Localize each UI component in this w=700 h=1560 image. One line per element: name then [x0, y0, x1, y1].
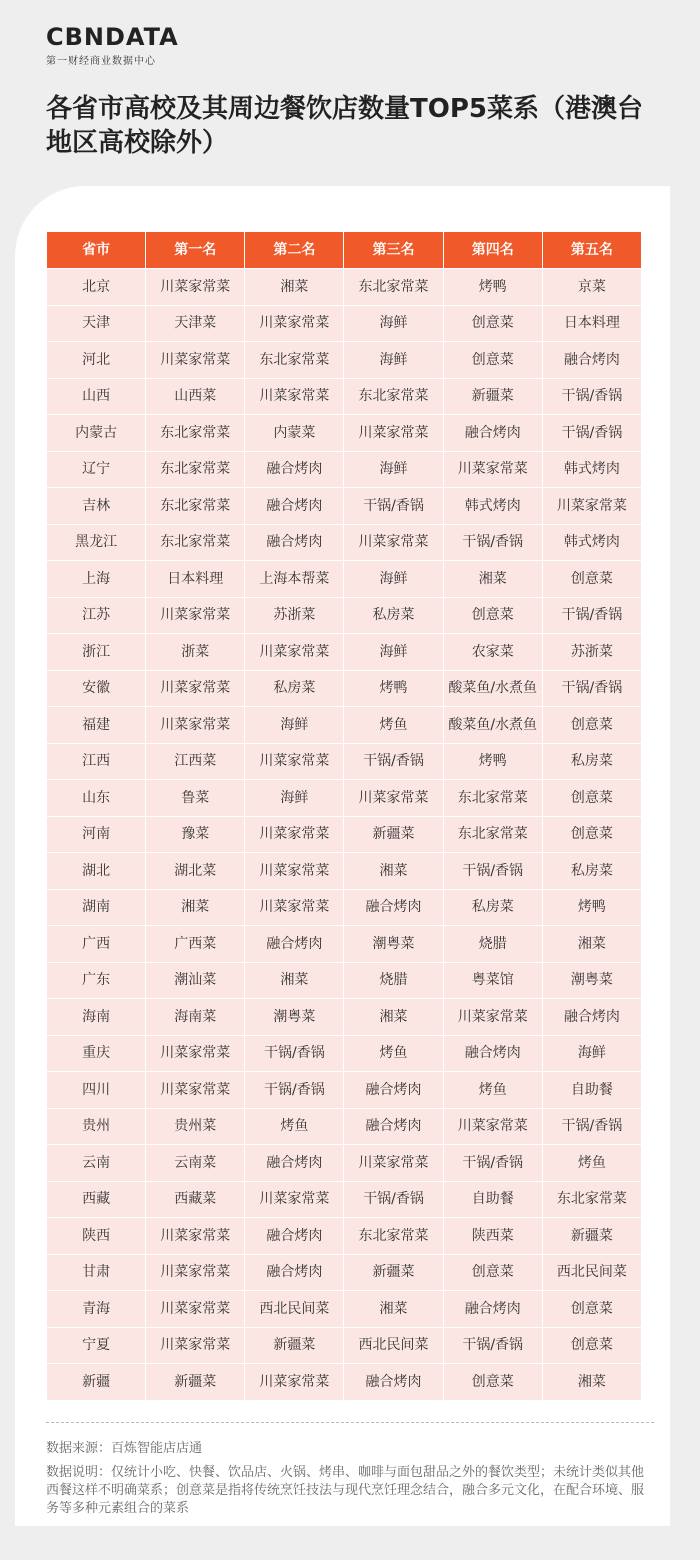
cuisine-cell: 自助餐: [443, 1181, 542, 1218]
cuisine-cell: 融合烤肉: [344, 889, 443, 926]
province-cell: 吉林: [47, 488, 146, 525]
cuisine-cell: 融合烤肉: [245, 1254, 344, 1291]
cuisine-cell: 东北家常菜: [146, 415, 245, 452]
cuisine-cell: 干锅/香锅: [542, 415, 641, 452]
table-row: [47, 1035, 642, 1072]
cuisine-cell: 融合烤肉: [344, 1072, 443, 1109]
cuisine-cell: 东北家常菜: [443, 816, 542, 853]
cuisine-cell: 干锅/香锅: [542, 597, 641, 634]
column-header: 第二名: [245, 232, 344, 269]
cuisine-cell: 东北家常菜: [146, 451, 245, 488]
cuisine-cell: 海鲜: [344, 305, 443, 342]
cuisine-cell: 海鲜: [344, 634, 443, 671]
cuisine-cell: 融合烤肉: [245, 1145, 344, 1182]
cuisine-cell: 烤鱼: [245, 1108, 344, 1145]
cuisine-cell: 烤鸭: [542, 889, 641, 926]
cuisine-cell: 川菜家常菜: [344, 780, 443, 817]
cuisine-cell: 湘菜: [146, 889, 245, 926]
cuisine-cell: 东北家常菜: [146, 524, 245, 561]
cuisine-cell: 烤鸭: [443, 743, 542, 780]
cuisine-cell: 川菜家常菜: [443, 451, 542, 488]
table-row: [47, 597, 642, 634]
cuisine-cell: 干锅/香锅: [443, 524, 542, 561]
cuisine-cell: 天津菜: [146, 305, 245, 342]
province-cell: 四川: [47, 1072, 146, 1109]
table-row: [47, 305, 642, 342]
cuisine-cell: 创意菜: [443, 597, 542, 634]
cuisine-cell: 海鲜: [344, 342, 443, 379]
cuisine-cell: 海鲜: [245, 707, 344, 744]
cuisine-cell: 西北民间菜: [344, 1327, 443, 1364]
cuisine-cell: 川菜家常菜: [245, 853, 344, 890]
cuisine-cell: 苏浙菜: [245, 597, 344, 634]
cuisine-cell: 干锅/香锅: [542, 378, 641, 415]
cuisine-cell: 融合烤肉: [245, 488, 344, 525]
cuisine-cell: 川菜家常菜: [245, 889, 344, 926]
cuisine-cell: 西藏菜: [146, 1181, 245, 1218]
cuisine-cell: 东北家常菜: [245, 342, 344, 379]
cuisine-cell: 湘菜: [344, 1291, 443, 1328]
table-row: [47, 926, 642, 963]
cuisine-cell: 韩式烤肉: [542, 524, 641, 561]
cuisine-cell: 农家菜: [443, 634, 542, 671]
table-row: [47, 889, 642, 926]
province-cell: 江西: [47, 743, 146, 780]
table-row: [47, 853, 642, 890]
cuisine-cell: 川菜家常菜: [146, 1327, 245, 1364]
cuisine-table: [46, 231, 642, 1401]
column-header: 第三名: [344, 232, 443, 269]
cuisine-cell: 湘菜: [344, 853, 443, 890]
table-row: [47, 451, 642, 488]
province-cell: 辽宁: [47, 451, 146, 488]
province-cell: 广西: [47, 926, 146, 963]
province-cell: 西藏: [47, 1181, 146, 1218]
province-cell: 贵州: [47, 1108, 146, 1145]
province-cell: 湖北: [47, 853, 146, 890]
cuisine-cell: 川菜家常菜: [146, 1072, 245, 1109]
cuisine-cell: 干锅/香锅: [542, 1108, 641, 1145]
cuisine-cell: 川菜家常菜: [344, 1145, 443, 1182]
province-cell: 重庆: [47, 1035, 146, 1072]
cuisine-cell: 川菜家常菜: [146, 269, 245, 306]
table-row: [47, 962, 642, 999]
table-row: [47, 1181, 642, 1218]
cuisine-cell: 私房菜: [542, 853, 641, 890]
cuisine-cell: 川菜家常菜: [146, 597, 245, 634]
cuisine-cell: 融合烤肉: [443, 1291, 542, 1328]
cuisine-cell: 干锅/香锅: [443, 1327, 542, 1364]
table-row: [47, 707, 642, 744]
page-title: 各省市高校及其周边餐饮店数量TOP5菜系（港澳台地区高校除外）: [46, 94, 643, 158]
table-row: [47, 670, 642, 707]
table-row: [47, 561, 642, 598]
cuisine-cell: 内蒙菜: [245, 415, 344, 452]
cuisine-cell: 新疆菜: [146, 1364, 245, 1401]
table-row: [47, 1291, 642, 1328]
cuisine-cell: 烤鱼: [542, 1145, 641, 1182]
province-cell: 浙江: [47, 634, 146, 671]
cuisine-cell: 上海本帮菜: [245, 561, 344, 598]
table-row: [47, 415, 642, 452]
cuisine-cell: 川菜家常菜: [344, 415, 443, 452]
cuisine-cell: 东北家常菜: [443, 780, 542, 817]
cuisine-cell: 贵州菜: [146, 1108, 245, 1145]
province-cell: 福建: [47, 707, 146, 744]
cuisine-cell: 广西菜: [146, 926, 245, 963]
cuisine-cell: 川菜家常菜: [245, 378, 344, 415]
cuisine-cell: 川菜家常菜: [245, 816, 344, 853]
data-source: 数据来源：百炼智能店店通: [46, 1441, 203, 1456]
cuisine-cell: 江西菜: [146, 743, 245, 780]
cuisine-cell: 新疆菜: [542, 1218, 641, 1255]
cuisine-cell: 干锅/香锅: [245, 1072, 344, 1109]
cuisine-cell: 烧腊: [344, 962, 443, 999]
cuisine-cell: 潮粤菜: [542, 962, 641, 999]
logo-text: CBNDATA: [46, 23, 179, 51]
cuisine-cell: 湘菜: [245, 962, 344, 999]
cuisine-cell: 新疆菜: [344, 1254, 443, 1291]
province-cell: 广东: [47, 962, 146, 999]
cuisine-cell: 创意菜: [443, 342, 542, 379]
cuisine-cell: 融合烤肉: [443, 415, 542, 452]
cuisine-cell: 川菜家常菜: [146, 1218, 245, 1255]
province-cell: 山西: [47, 378, 146, 415]
cuisine-cell: 鲁菜: [146, 780, 245, 817]
cuisine-cell: 烤鱼: [443, 1072, 542, 1109]
cuisine-cell: 日本料理: [146, 561, 245, 598]
cuisine-cell: 川菜家常菜: [245, 634, 344, 671]
cuisine-cell: 海鲜: [344, 561, 443, 598]
cuisine-cell: 融合烤肉: [542, 342, 641, 379]
cuisine-cell: 湘菜: [245, 269, 344, 306]
cuisine-cell: 川菜家常菜: [146, 1035, 245, 1072]
logo-subtitle: 第一财经商业数据中心: [46, 56, 156, 67]
table-row: [47, 1364, 642, 1401]
cuisine-cell: 融合烤肉: [245, 926, 344, 963]
cuisine-cell: 私房菜: [245, 670, 344, 707]
cuisine-cell: 烤鸭: [443, 269, 542, 306]
table-row: [47, 780, 642, 817]
cuisine-cell: 烤鱼: [344, 1035, 443, 1072]
cuisine-cell: 融合烤肉: [542, 999, 641, 1036]
province-cell: 湖南: [47, 889, 146, 926]
cuisine-cell: 新疆菜: [443, 378, 542, 415]
cuisine-cell: 川菜家常菜: [146, 342, 245, 379]
cuisine-cell: 海南菜: [146, 999, 245, 1036]
cuisine-cell: 川菜家常菜: [542, 488, 641, 525]
province-cell: 甘肃: [47, 1254, 146, 1291]
cuisine-cell: 西北民间菜: [542, 1254, 641, 1291]
cuisine-cell: 海鲜: [542, 1035, 641, 1072]
province-cell: 河北: [47, 342, 146, 379]
table-header-row: [47, 232, 642, 269]
cuisine-cell: 川菜家常菜: [443, 1108, 542, 1145]
cuisine-cell: 烧腊: [443, 926, 542, 963]
table-row: [47, 634, 642, 671]
cuisine-cell: 浙菜: [146, 634, 245, 671]
cuisine-cell: 东北家常菜: [542, 1181, 641, 1218]
table-row: [47, 488, 642, 525]
table-row: [47, 1108, 642, 1145]
cuisine-cell: 湘菜: [344, 999, 443, 1036]
cuisine-cell: 创意菜: [542, 707, 641, 744]
table-row: [47, 1072, 642, 1109]
province-cell: 青海: [47, 1291, 146, 1328]
cuisine-cell: 干锅/香锅: [344, 743, 443, 780]
province-cell: 山东: [47, 780, 146, 817]
table-row: [47, 743, 642, 780]
cuisine-cell: 潮汕菜: [146, 962, 245, 999]
table-row: [47, 269, 642, 306]
cuisine-cell: 干锅/香锅: [443, 1145, 542, 1182]
cuisine-cell: 东北家常菜: [344, 378, 443, 415]
cuisine-cell: 创意菜: [542, 1327, 641, 1364]
cuisine-cell: 融合烤肉: [344, 1364, 443, 1401]
cuisine-cell: 东北家常菜: [146, 488, 245, 525]
cuisine-cell: 酸菜鱼/水煮鱼: [443, 670, 542, 707]
table-row: [47, 999, 642, 1036]
cuisine-cell: 韩式烤肉: [542, 451, 641, 488]
cuisine-cell: 川菜家常菜: [443, 999, 542, 1036]
cuisine-cell: 新疆菜: [245, 1327, 344, 1364]
cuisine-cell: 潮粤菜: [344, 926, 443, 963]
table-row: [47, 1327, 642, 1364]
cuisine-cell: 川菜家常菜: [146, 707, 245, 744]
province-cell: 内蒙古: [47, 415, 146, 452]
cuisine-cell: 日本料理: [542, 305, 641, 342]
province-cell: 安徽: [47, 670, 146, 707]
cuisine-cell: 京菜: [542, 269, 641, 306]
table-row: [47, 816, 642, 853]
cuisine-cell: 自助餐: [542, 1072, 641, 1109]
province-cell: 河南: [47, 816, 146, 853]
cuisine-cell: 创意菜: [542, 561, 641, 598]
cuisine-cell: 川菜家常菜: [344, 524, 443, 561]
cuisine-cell: 干锅/香锅: [344, 1181, 443, 1218]
cuisine-cell: 苏浙菜: [542, 634, 641, 671]
cuisine-cell: 融合烤肉: [245, 524, 344, 561]
cuisine-cell: 陕西菜: [443, 1218, 542, 1255]
cuisine-cell: 私房菜: [542, 743, 641, 780]
cuisine-cell: 云南菜: [146, 1145, 245, 1182]
cuisine-cell: 川菜家常菜: [146, 1291, 245, 1328]
cuisine-cell: 韩式烤肉: [443, 488, 542, 525]
table-row: [47, 1145, 642, 1182]
province-cell: 云南: [47, 1145, 146, 1182]
cuisine-cell: 海鲜: [344, 451, 443, 488]
cuisine-cell: 创意菜: [542, 780, 641, 817]
cuisine-cell: 山西菜: [146, 378, 245, 415]
cuisine-cell: 干锅/香锅: [344, 488, 443, 525]
province-cell: 北京: [47, 269, 146, 306]
column-header: 第一名: [146, 232, 245, 269]
cuisine-cell: 川菜家常菜: [146, 670, 245, 707]
cuisine-cell: 川菜家常菜: [146, 1254, 245, 1291]
cuisine-cell: 东北家常菜: [344, 1218, 443, 1255]
province-cell: 江苏: [47, 597, 146, 634]
table-row: [47, 1218, 642, 1255]
column-header: 省市: [47, 232, 146, 269]
table-row: [47, 378, 642, 415]
cuisine-cell: 融合烤肉: [245, 451, 344, 488]
column-header: 第五名: [542, 232, 641, 269]
cuisine-cell: 湘菜: [542, 1364, 641, 1401]
cuisine-cell: 融合烤肉: [245, 1218, 344, 1255]
cuisine-cell: 川菜家常菜: [245, 305, 344, 342]
table-body: [47, 269, 642, 1401]
cuisine-cell: 创意菜: [443, 1254, 542, 1291]
cuisine-cell: 新疆菜: [344, 816, 443, 853]
cuisine-cell: 川菜家常菜: [245, 743, 344, 780]
cuisine-cell: 海鲜: [245, 780, 344, 817]
cuisine-cell: 酸菜鱼/水煮鱼: [443, 707, 542, 744]
province-cell: 陕西: [47, 1218, 146, 1255]
province-cell: 海南: [47, 999, 146, 1036]
data-note: 数据说明：仅统计小吃、快餐、饮品店、火锅、烤串、咖啡与面包甜品之外的餐饮类型；未统计类似其他西餐这样不明确菜系；创意菜是指将传统烹饪技法与现代烹饪理念结合，融合多元文化，在配合环境、服务等多种元素组合的菜系: [46, 1465, 645, 1516]
cuisine-cell: 川菜家常菜: [245, 1181, 344, 1218]
table-row: [47, 342, 642, 379]
cuisine-cell: 湖北菜: [146, 853, 245, 890]
cuisine-cell: 融合烤肉: [443, 1035, 542, 1072]
province-cell: 新疆: [47, 1364, 146, 1401]
cuisine-cell: 湘菜: [542, 926, 641, 963]
province-cell: 宁夏: [47, 1327, 146, 1364]
cuisine-cell: 烤鱼: [344, 707, 443, 744]
cuisine-cell: 创意菜: [443, 305, 542, 342]
cuisine-cell: 干锅/香锅: [542, 670, 641, 707]
cuisine-cell: 融合烤肉: [344, 1108, 443, 1145]
province-cell: 黑龙江: [47, 524, 146, 561]
cuisine-cell: 创意菜: [542, 1291, 641, 1328]
cuisine-cell: 西北民间菜: [245, 1291, 344, 1328]
province-cell: 上海: [47, 561, 146, 598]
table-row: [47, 524, 642, 561]
cuisine-cell: 湘菜: [443, 561, 542, 598]
column-header: 第四名: [443, 232, 542, 269]
cuisine-cell: 创意菜: [443, 1364, 542, 1401]
cuisine-cell: 烤鸭: [344, 670, 443, 707]
cuisine-cell: 豫菜: [146, 816, 245, 853]
cuisine-cell: 潮粤菜: [245, 999, 344, 1036]
province-cell: 天津: [47, 305, 146, 342]
brand-logo: [46, 22, 179, 67]
table-row: [47, 1254, 642, 1291]
cuisine-cell: 私房菜: [344, 597, 443, 634]
cuisine-cell: 创意菜: [542, 816, 641, 853]
cuisine-cell: 东北家常菜: [344, 269, 443, 306]
cuisine-cell: 干锅/香锅: [245, 1035, 344, 1072]
cuisine-cell: 川菜家常菜: [245, 1364, 344, 1401]
footer-divider: [46, 1422, 654, 1423]
cuisine-cell: 粤菜馆: [443, 962, 542, 999]
cuisine-cell: 干锅/香锅: [443, 853, 542, 890]
cuisine-cell: 私房菜: [443, 889, 542, 926]
